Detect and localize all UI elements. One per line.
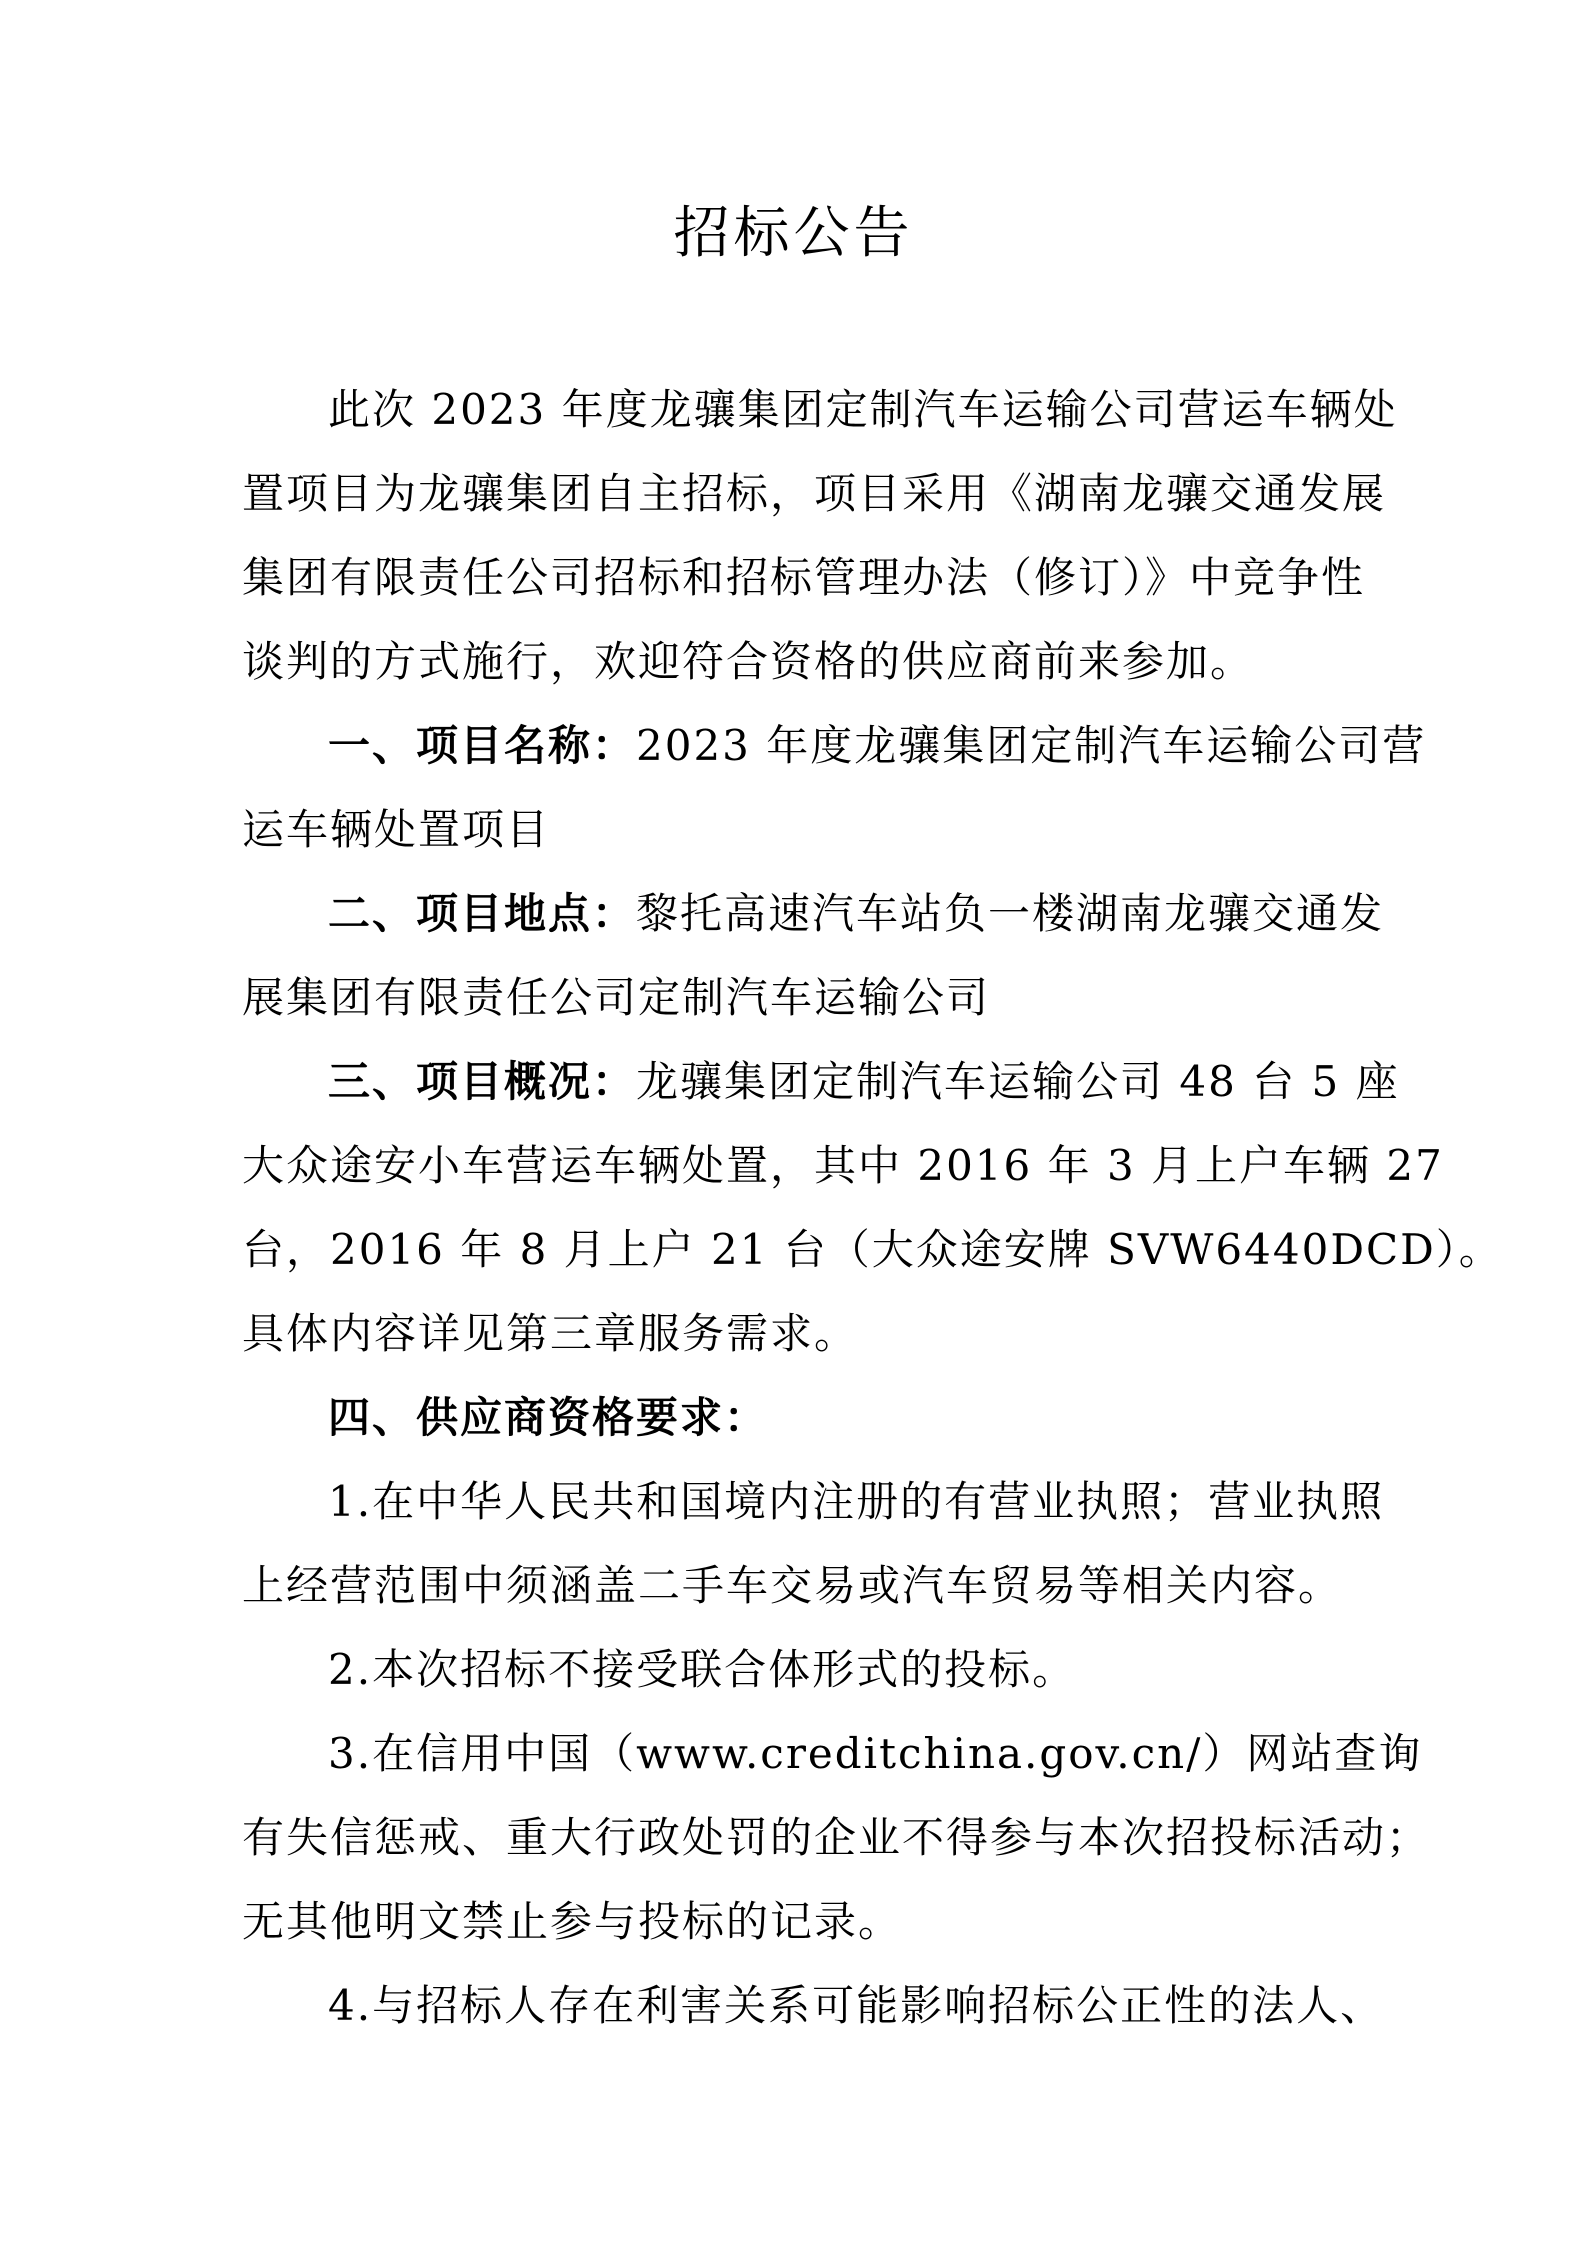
- section-heading: 二、项目地点：: [328, 889, 637, 938]
- requirement-line: 2.本次招标不接受联合体形式的投标。: [328, 1645, 1077, 1694]
- requirement-line: 3.在信用中国（www.creditchina.gov.cn/）网站查询: [328, 1729, 1423, 1778]
- section-text: 黎托高速汽车站负一楼湖南龙骧交通发: [636, 889, 1385, 938]
- section-heading: 一、项目名称：: [328, 721, 637, 770]
- requirement-line: 4.与招标人存在利害关系可能影响招标公正性的法人、: [328, 1981, 1385, 2030]
- intro-line: 集团有限责任公司招标和招标管理办法（修订）》中竞争性: [242, 553, 1366, 602]
- intro-line: 此次 2023 年度龙骧集团定制汽车运输公司营运车辆处: [328, 385, 1398, 434]
- section-project-name: [242, 704, 1427, 872]
- requirement-item: [242, 1628, 1362, 1712]
- requirement-item: [242, 1964, 1385, 2048]
- intro-paragraph: [242, 368, 1398, 704]
- section-supplier-requirements: [242, 1376, 1431, 2048]
- requirement-item: [242, 1712, 1431, 1964]
- section-line: 大众途安小车营运车辆处置，其中 2016 年 3 月上户车辆 27: [242, 1141, 1444, 1190]
- requirement-line: 无其他明文禁止参与投标的记录。: [242, 1897, 903, 1946]
- intro-line: 置项目为龙骧集团自主招标，项目采用《湖南龙骧交通发展: [242, 469, 1387, 518]
- document-body: [242, 368, 1503, 2048]
- section-line: [242, 704, 1427, 788]
- section-text: 龙骧集团定制汽车运输公司 48 台 5 座: [636, 1057, 1400, 1106]
- section-line: [242, 1040, 1400, 1124]
- requirement-line: 上经营范围中须涵盖二手车交易或汽车贸易等相关内容。: [242, 1561, 1343, 1610]
- document-title: 招标公告: [673, 201, 914, 266]
- section-text: 2023 年度龙骧集团定制汽车运输公司营: [636, 721, 1427, 770]
- intro-line: 谈判的方式施行，欢迎符合资格的供应商前来参加。: [242, 637, 1255, 686]
- section-project-location: [242, 872, 1385, 1040]
- section-line: 运车辆处置项目: [242, 805, 551, 854]
- section-line: [242, 872, 1385, 956]
- requirement-item: [242, 1460, 1385, 1628]
- requirement-line: 有失信惩戒、重大行政处罚的企业不得参与本次招投标活动；: [242, 1813, 1431, 1862]
- section-heading: 四、供应商资格要求：: [328, 1393, 769, 1442]
- section-project-overview: [242, 1040, 1503, 1376]
- section-line: 台，2016 年 8 月上户 21 台（大众途安牌 SVW6440DCD）。: [242, 1225, 1503, 1274]
- section-line: 具体内容详见第三章服务需求。: [242, 1309, 859, 1358]
- section-heading: 三、项目概况：: [328, 1057, 637, 1106]
- section-line: 展集团有限责任公司定制汽车运输公司: [242, 973, 991, 1022]
- requirement-line: 1.在中华人民共和国境内注册的有营业执照；营业执照: [328, 1477, 1385, 1526]
